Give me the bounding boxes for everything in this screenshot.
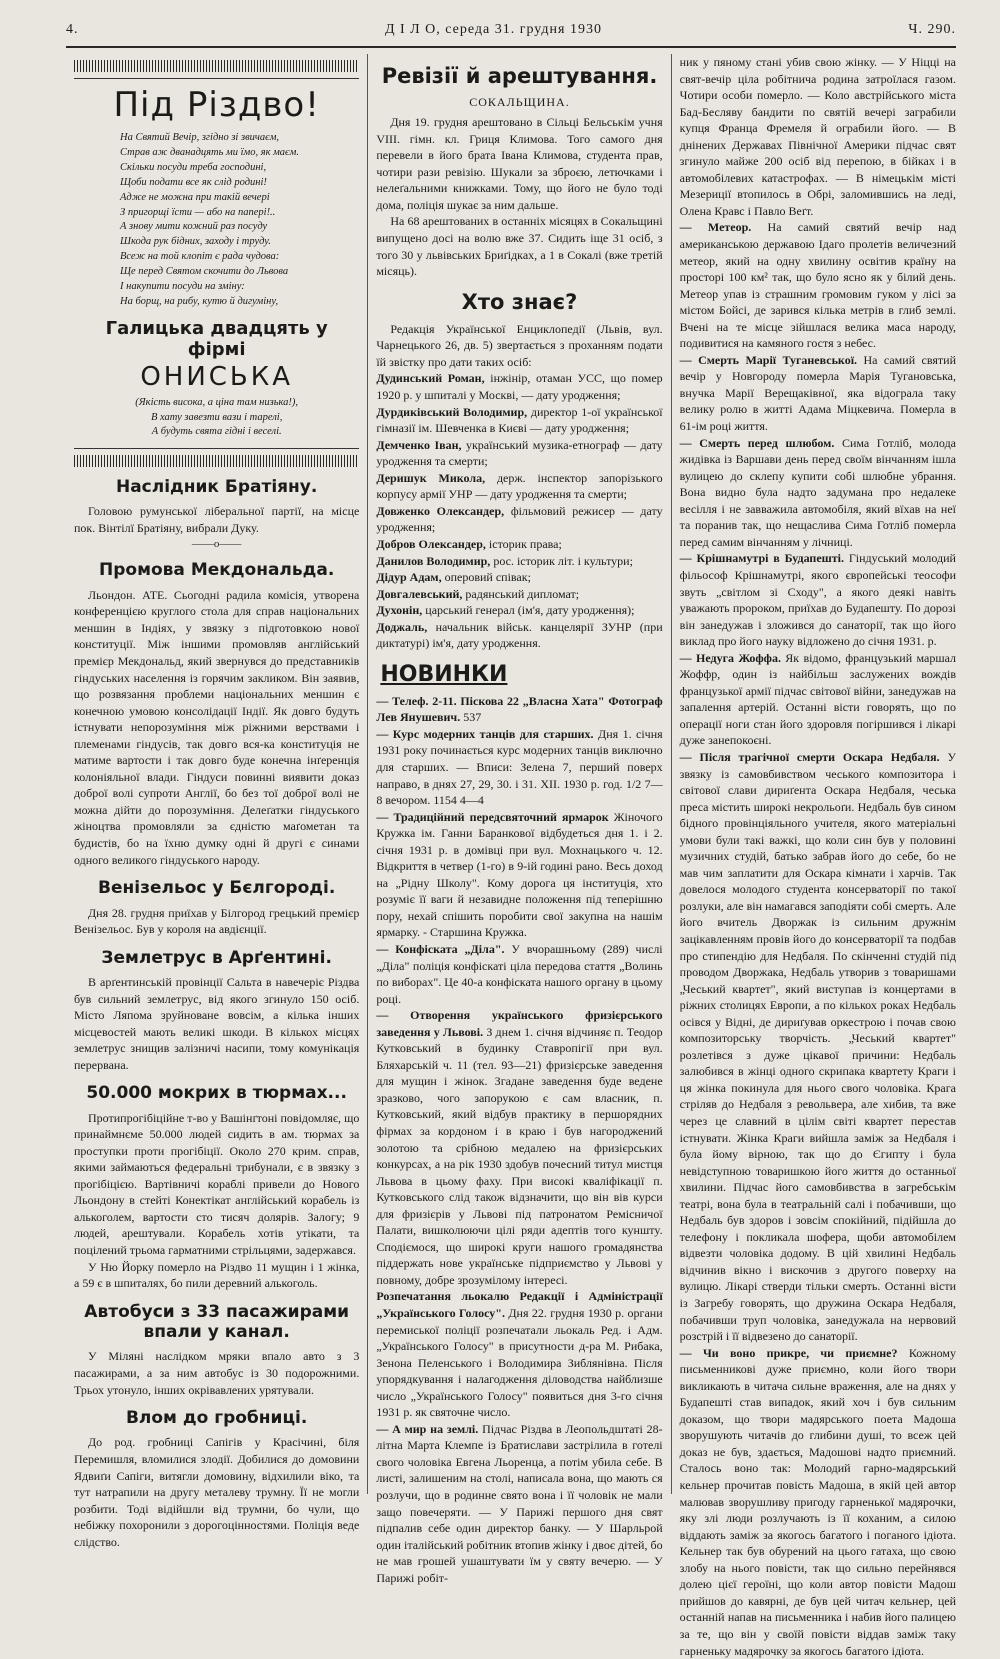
page-number: 4. [66,22,79,37]
item-lead: Довженко Олександер, [376,503,505,518]
item-lead: Дідур Адам, [376,570,442,585]
article-body: На 68 арештованих в останніх місяцях в Сокальщині випущено досі на волю вже 37. Сидить іще 31 осіб, з того 30 у львівських Бриґідках, а 1 в Сокалі (вже третій місяць). [376,214,663,279]
item-lead: — Конфіската „Діла". [376,941,505,956]
list-item [376,1288,662,1420]
list-item [376,941,662,1007]
verse-line: І накупити посуди на зміну: [120,281,245,293]
verse-line: На Святий Вечір, згідно зі звичаєм, [120,132,280,143]
article-body: Протипрогібіційне т-во у Вашінґтоні повідомляє, що принаймнєме 50.000 людей сидить в ам. тюрмах за проступки проти прогібіції. Около 270 крим. справ, якими займаються федеральні трибунали, є в звязку з прогібіцією. Вартівничі кораблі привели до Нового Льондону в стейті Конектікат англійський корабель із алькоголем, вартости сто тисяч долярів. Залогу; 9 людей, арештували. Корабель хотів утікати, та поцілений трьома гарматними стрільцями, задержався. [74,1110,360,1258]
article-headline: Автобуси з 33 пасажирами впали у канал. [84,1301,350,1343]
list-item [376,437,662,470]
verse-line: З пригорщі їсти — або на папері!.. [120,206,276,218]
item-lead: — Метеор. [679,220,752,235]
item-text: Дня 1. січня 1931 року починається курс модерних танців виключно для старших. — Вписи: Зелена 7, перший поверх направо, в днях 27, 29, 30. і 31. XII. 1930 р. год. 1/2 7—8 вечором. 1154 4—4 [376,726,663,808]
list-item [376,503,662,536]
item-lead: Демченко Іван, [376,437,462,452]
masthead-rule [66,46,956,48]
article-headline: Промова Мекдональда. [99,560,335,581]
article-headline: Наслідник Братіяну. [115,476,318,497]
article-headline: Влом до гробниці. [125,1408,308,1429]
item-lead: — Телеф. 2-11. Піскова 22 „Власна Хата" Фотограф Лев Янушевич. [376,693,663,725]
columns [66,54,957,1658]
article-headline: Венізельос у Бєлгороді. [98,878,336,899]
item-lead: — Крішнамутрі в Будапешті. [679,551,845,566]
news-list [680,219,956,1659]
item-lead: — Недуга Жоффа. [679,650,781,665]
item-text: український музика-етнограф — дату уродження та смерти; [376,437,663,469]
item-text: оперовий співак; [441,570,531,585]
item-text: царський генерал (ім'я, дату уродження); [422,603,635,618]
article-body: До род. гробниці Сапігів у Красічині, біля Перемишля, вломилися злодії. Добилися до домовини Ядвиґи Сапіги, витягли домовину, відхилили віко, та тут натрапили на другу металеву трумну. Її не могли розбити. Тоді відійшли від трумни, бо чули, що небіжку похоронили з дорогоцінностями. Поліція веде слідство. [74,1435,360,1549]
verse-line: Скільки посуди треба господині, [120,161,267,173]
item-lead: Духонін, [376,603,423,618]
item-text: Сима Готліб, молода жидівка із Варшави день перед своїм вінчанням ішла вулицею до склепу купити собі шлюбне убрання. Вона видно була надто задумана про недалеке весілля і не завважила автомобіля, який вїхав на неї та поранив так, що нещаслива Сима Готліб померла перед самим вінчанням у лічниці. [679,435,956,549]
christmas-ad [74,78,359,449]
item-text: Кожному письменникові дуже приємно, коли його твори викликають в читача сильне враження, але на днях у Будапешті став випадок, який хоч і був сильним доказом, що твори мадярського поета Мадоша зворушують читачів до глибини душі, то всеж цей доказ не був, здається, Мадошові надто приємний. Сталось воно так: Молодий гарно-мадярський кельнер прочитав повість Мадоша, в якій цей автор малював зворушливу пригоду гарненької мадярочки, яку злі люди розлучають із її коханим, а силою віддають заміж за якогось багатого і поганого ідіота. Кельнер так був обурений на цього гатаха, що свою злобу на нього повісти, так що сильно перейнявся долею цієї героїні, що коли автор повісти Мадош прийшов до кавярні, де був цей читач кельнер, цей останній напав на письменника і набив його палицею за те, що він у своїй повісти віддав заміж таку гарненьку мадярочку за якогось багатого ідіота. [679,1345,957,1658]
article-body: Льондон. АТЕ. Сьогодні радила комісія, утворена конференцією круглого стола для справ національних меншин в Індіях, у звязку з підготовкою нової конституції. Між іншими промовляв англійський премієр Мекдональд, який звернувся до представників гіндуських населення із горячим закликом. Він заявив, що розвязання проблеми національних меншин є конечною умовою консолідації Індії. Як довго будуть істнувати непорозуміння між ріжними верствами і племенами гіндусів, так довго вся-ка конституція не матиме вартости і так довго буде конечна інґеренція колоніяльної влади. Гіндуси повинні виявити доказ доброї волі супроти Англії, бо без тої доброї волі не можна дійти до порозуміння. Делеґатки гіндуського жіноцтва промовляли за єдністю маґометан та будистів, бо на їхню думку одні й другі є синами одного великого гіндуського народу. [74,587,360,867]
list-item [376,586,662,603]
verse-line: А знову мити кожний раз посуду [120,221,268,233]
ad-firm-name: ОНИСЬКА [140,361,294,392]
tail-line: А будуть свята гідні і веселі. [151,426,282,438]
item-text: держ. інспектор запорізького корпусу армії УНР — дату уродження та смерти; [376,470,663,502]
hatch-divider [74,455,359,467]
item-lead: Дудинський Роман, [376,371,485,386]
item-text: історик права; [485,536,562,551]
list-item [376,809,662,941]
column-3 [671,54,957,1658]
article-subhead: СОКАЛЬЩИНА. [469,95,570,110]
column-1 [66,54,367,1549]
list-item [680,749,956,1345]
list-item [680,352,956,435]
article-body: ник у пяному стані убив свою жінку. — У Ніцці на свят-вечір ціла робітнича родина затроїлася газом. Чотири особи померло. — Коло австрійського міста Бад-Бесляву бандити по святій вечері заграбили купця Франца Фремеля й ограбили його. — В днінених Державах Північної Америки підчас свят згинуло майже 200 осіб від перепою, в бійках і в автомобілевих катастрофах. — В німецькім місті Мезериції втопилось в Обрі, заломившись на леді, Олена Кравс і Павло Веґт. [679,55,956,218]
article-body: В арґентинській провінції Сальта в навечеріє Різдва був сильний землетрус, від якого згинуло 150 осіб. Місто Ляпома зруйноване вовсім, а кілька інших місцевостей мають великі шкоди. В кількох місцях землетрус знищив залізничі насипи, тому комунікація перервана. [74,974,360,1072]
item-text: 537 [460,710,482,725]
article-divider: ——о—— [191,538,242,551]
item-text: Дня 22. грудня 1930 р. органи перемиської поліції розпечатали льокаль Ред. і Адм. „Українського Голосу" в присутности д-ра М. Рибака, Зенона Пеленського і Володимира Зиблянівна. Після упорядкування і налагодження діловодства найблизше число „Українського Голосу" появиться дня 3-го січня 1931 р. як святочне число. [376,1306,663,1420]
article-headline: Ревізії й арештування. [381,64,658,88]
verse-line: Щоби подати все як слід родині! [120,176,267,188]
item-text: рос. історик літ. і культури; [490,553,633,568]
list-item [680,1345,956,1659]
item-lead: Деришук Микола, [376,470,486,485]
item-lead: Добров Олександер, [376,536,486,551]
verse-line: Страв аж дванадцять ми їмо, як маєм. [120,146,299,158]
item-lead: — А мир на землі. [376,1421,479,1436]
item-text: фільмовий режисер — дату уродження; [376,503,663,535]
item-text: інжінір, отаман УСС, що помер 1920 р. у шпиталі у Москві, — дату уродження; [376,371,663,403]
item-lead: Данилов Володимир, [376,553,491,568]
item-text: Гіндуський молодий фільософ Крішнамутрі, якого європейські теософи звуть „світлом зі Сходу", а якого деякі навіть уважають пророком, приїхав до Будапешту. По дорозі він занедужав і зложився до санаторії, так що його виклад про його науку відложено до січня 1931. р. [679,551,956,649]
ad-tail [78,396,355,440]
masthead-title: Д І Л О, середа 31. грудня 1930 [384,22,602,37]
verse-line: Шкода рук бідних, заходу і труду. [120,236,271,248]
item-lead: — Після трагічної смерти Оскара Недбаля. [679,749,940,764]
verse-line: Ще перед Святом скочити до Львова [120,266,289,278]
query-list [376,370,662,651]
item-text: начальник військ. канцелярії ЗУНР (при диктатурі) ім'я, дату уродження. [376,619,663,651]
news-list [376,693,662,1587]
article-body: У Ню Йорку померло на Різдво 11 мущин і 1 жінка, а 59 є в шпиталях, бо пили деревний алькоголь. [74,1259,360,1291]
ad-verse [78,131,355,310]
item-lead: — Смерть перед шлюбом. [679,435,835,450]
item-text: У вчорашньому (289) числі „Діла" поліція конфіскаті ціла передова стаття „Волинь по виборах". Це 40-а конфіската нашого органу в цьому році. [376,941,663,1006]
article-headline: 50.000 мокрих в тюрмах... [86,1083,347,1104]
item-lead: Доджаль, [376,619,428,634]
section-title: НОВИНКИ [380,661,508,687]
article-headline: Хто знає? [461,289,578,314]
verse-line: На борщ, на рибу, кутю й дигуміну, [120,295,279,307]
article-body: Головою румунської ліберальної партії, на місце пок. Вінтілї Братіяну, вибрали Дуку. [74,504,360,535]
issue-number: Ч. 290. [908,22,956,37]
tail-line: (Якість висока, а ціна там низька!), [135,396,299,408]
item-lead: — Смерть Марії Туганевської. [679,352,858,367]
item-text: радянський дипломат; [462,586,580,601]
tail-line: В хату завезти вази і тарелі, [150,411,283,423]
item-lead: Дурдиківський Володимир, [376,404,528,419]
list-item [376,370,662,403]
list-item [680,435,956,551]
item-text: Як відомо, французький маршал Жоффр, один із найбільш заслужених вождів французької армії підчас світової війни, занедужав на запалення артерій. Останні вісти говорять, що по операції ноги стан його здоровля погіршився і лікарі дуже занепокоєні. [679,650,956,748]
hatch-divider [74,60,359,72]
article-headline: Землетрус в Арґентині. [101,947,332,968]
item-lead: — Курс модерних танців для старших. [376,726,594,741]
item-text: На самий святий вечір над американською державою Ідаго пролетів величезний метеор, який на одну хвилину освітив країну на просторі 100 км² так, що було ясно як у білий день. Метеор упав із страшним громовим гуком у лісі за містом Бойсі, де зарився кілька метрів в глиб землі. Вчені на те місце зійшлася велика маса народу, подивитися на камяного гостя з небес. [679,220,957,351]
item-text: У звязку із самовбивством чеського композитора і світової слави дириґента Оскара Недбаля, чеська преса містить широкі некрольоґи. Недбаль був сином бідного провінціяльного учителя, якого матеріальні умови були такі важкі, що коли син був у половині музичних студій, батько забрав його до себе, бо не мав чим заплатити для Оскара кімнати і харчів. Так довелося молодого студента консерваторії по такої розлуки, але він намагався заподіяти собі смерть. Але його вчитель Дворжак із сильним дружнім зацікавленням провів його до консерваторії та подбав про стипендію для Недбаля. По скінченні студій під проводом Дворжака, Недбаль утворив з товаришами „Чеський квартет", який виступав із концертами в ріжних столицях Европи, а по кількох роках Недбаль осівся у Відні, де дириґував оркестрою і почав свою композиторську творчість. „Чеський квартет" розлетівся з дуже цікавої причини: Недбаль залюбився в жінці одного скрипака квартету Краги і ця жінка покинула для нього свого чоловіка. Крага стріляв до Недбаля з револьвера, але хибив, та вже через це славний в цілім світі квартет перестав істнувати. Жінка Краги вийшла заміж за Недбаля і була йому вірною, так що до Єгипту і була невідступною товаришкою його життя до останньої хвилини. Підчас його самовбивства в загребськім театрі, вона була в театральній салі і побачивши, що Недбаль був здоров і зовсім спокійний, підійшла до телефону і покликала шофера, щоби автомобілем відвезти чоловіка додому. В цій хвилині Недбаль відчинив вікно і вискочив з другого поверху на вулицю. Лікарі стверди тільки смерть. Останні вісти із Загребу говорять, що дружина Оскара Недбаля, побачивши труп чоловіка, занедужала на нервовий розстрій і її відвезено до санаторії. [679,749,956,1344]
list-item [376,1007,662,1288]
list-item [376,553,662,570]
list-item [376,536,662,553]
article-body: Дня 19. грудня арештовано в Сільці Бельськім учня VIII. гімн. кл. Гриця Климова. Того самого дня перевели в його брата Івана Климова, студента прав, чотири рази ревізію. Шукали за зброєю, летючками і нелеґальними книжками. Тому, що його не було тоді дома, поліція шукає за ним дальше. [376,115,663,212]
list-item [376,693,662,726]
list-item [376,569,662,586]
ad-firm-line: Галицька двадцять у фірмі [105,317,328,360]
list-item [376,470,662,503]
article-body: У Міляні наслідком мряки впало авто з 3 пасажирами, а за ним автобус із 30 подорожними. Трьох утонуло, інших окрівавлених урятували. [74,1349,360,1397]
item-text: На самий святий вечір у Новгороду померла Марія Тугановська, внучка Марії Верещаківної, яка відограла таку велику ролю в житті Адама Міцкевича. Померла в 61-ім році життя. [679,352,956,434]
verse-line: Всеж на той клопіт є рада чудова: [120,251,280,263]
list-item [376,602,662,619]
list-item [376,619,662,652]
list-item [680,650,956,749]
ad-title: Під Різдво! [113,85,320,125]
item-lead: — Отворення українського фризієрського заведення у Львові. [376,1008,663,1039]
item-lead: — Традиційний передсвяточний ярмарок [376,809,609,824]
column-2 [367,54,670,1585]
article-body: Дня 28. грудня приїхав у Білгород грецький премієр Венізельос. Був у короля на авдієнції. [74,905,360,937]
item-lead: Розпечатання льокалю Редакції і Адміністрації „Українського Голосу". [376,1289,663,1321]
list-item [376,1421,662,1586]
masthead [66,22,956,44]
article-body: Редакція Української Енциклопедії (Львів, вул. Чарнецького 26, дв. 5) звертається з проханням подати їй звістку про дати таких осіб: [376,321,663,369]
list-item [376,726,662,809]
item-lead: — Чи воно прикре, чи приємне? [679,1345,898,1360]
list-item [680,550,956,649]
list-item [680,219,956,351]
verse-line: Адже не можна при такій вечері [120,191,270,203]
item-lead: Довгалевський, [376,586,463,601]
item-text: З днем 1. січня відчиняє п. Теодор Кутковський в будинку Ставропігії при вул. Бляхарській ч. 11 (тел. 93—21) фризієрське заведення для мущин і жінок. Згадане заведення буде ведене зразково, чого запорукою є сам власник, п. Кутковський, який відбув практику в першорядних фірмах за кордоном і в краю і був нагороджений золотою та срібною медалею на фризієрських конкурсах, а на рік 1930 здобув почесний титул мистця Львова в цьому фаху. При високі кваліфікації п. Кутковського слід також відзначити, що він вів курси для фризієрів у Львові під патронатом Ремісничої Палати, вишколюючи цілі ряди адептів того кунштy. Сподіємося, що широкі круги нашого громадянства піддержать нове українське підприємство у Львові у повному, добре зрозумілому інтересі. [376,1024,663,1287]
item-text: директор 1-ої української гімназії ім. Шевченка в Києві — дату уродження; [376,404,663,436]
list-item [376,404,662,437]
item-text: Підчас Різдва в Леопольдштаті 28-літна Марта Клемпе із Братислави застрілила в готелі свого чоловіка Евгена Льоренца, а потім убила себе. В листі, залишеним на столі, написала вона, що мають ся розлучи, що в родинне свято вона і її чоловік не мали защо повечеряти. — У Парижі першого дня свят підпалив себе один директор банку. — У Шарльрой один італійський робітник втопив жінку і двоє дітей, бо не мав грошей ушаштувати їм у святу вечерю. — У Парижі робіт- [376,1421,663,1585]
item-text: Жіночого Кружка ім. Ганни Баранкової відбудеться дня 1. і 2. січня 1931 р. в домівці при вул. Мохнацького ч. 12. Відкриття в четвер (1-го) в 9-ій годині рано. Весь доход на „Рідну Школу". Кому дорога ця інституція, хто розуміє її ваги й незавидне положення під теперішню пору, нехай спішить поробити свої закупна на нашім ярмарку. - Старшина Кружка. [376,809,663,940]
